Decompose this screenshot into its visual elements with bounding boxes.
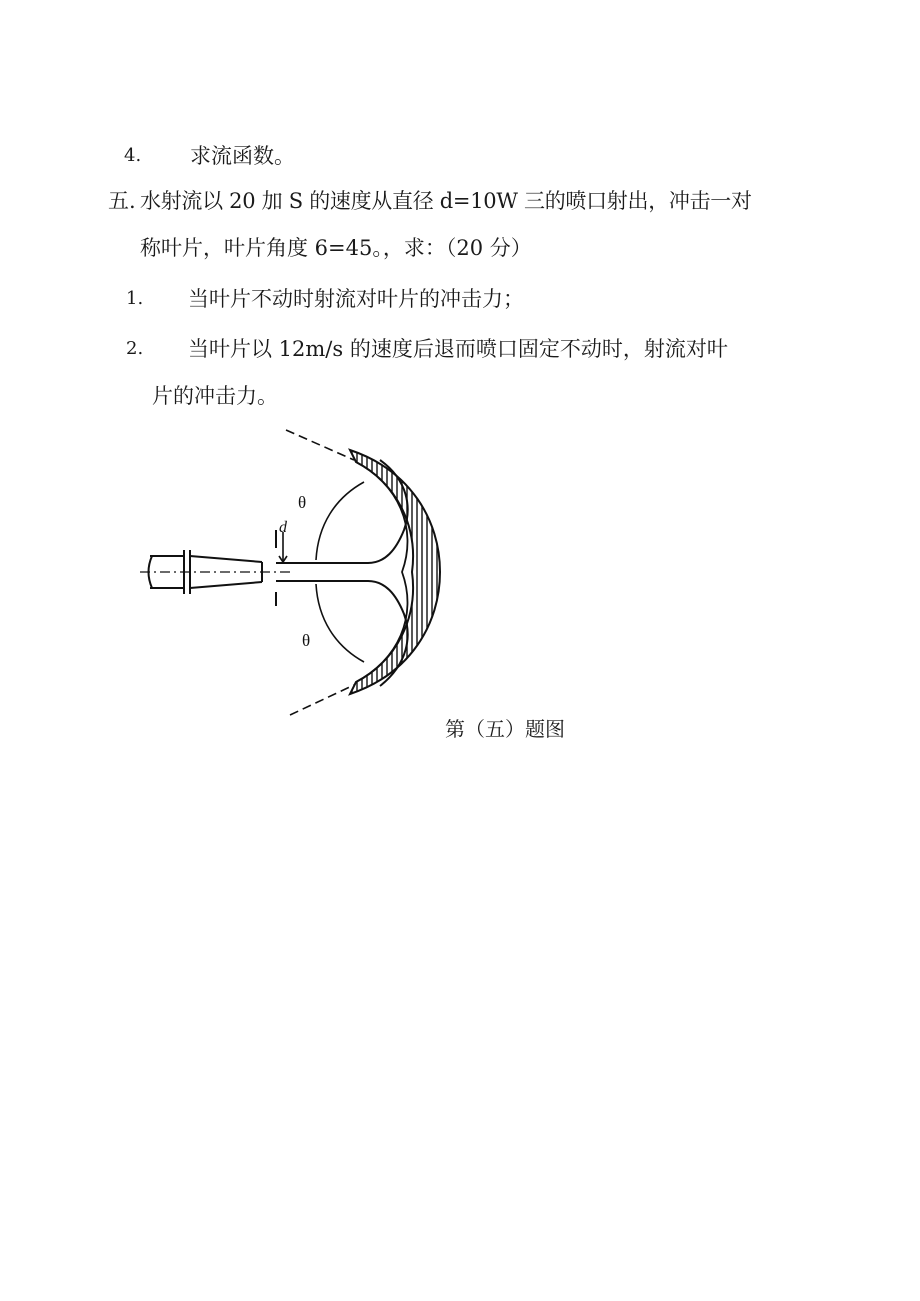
- label-theta-bottom: θ: [302, 631, 311, 650]
- item-text: 求流函数。: [190, 144, 295, 168]
- exit-direction-bottom: [290, 685, 354, 715]
- problem-line-1: 水射流以 20 加 S 的速度从直径 d=10W 三的喷口射出，冲击一对: [140, 189, 752, 213]
- diameter-marker: [279, 532, 287, 562]
- question-text: 当叶片以 12m∕s 的速度后退而喷口固定不动时，射流对叶: [188, 337, 728, 361]
- label-d: d: [279, 519, 287, 536]
- label-theta-top: θ: [298, 493, 307, 512]
- problem-line-2: 称叶片，叶片角度 6=45。，求：（20 分）: [140, 236, 532, 260]
- item-number: 4.: [124, 145, 142, 166]
- angle-arc-top: [316, 482, 364, 560]
- jet-blade-figure: [140, 420, 460, 730]
- question-number: 2.: [126, 338, 144, 359]
- question-number: 1.: [126, 288, 144, 309]
- exit-direction-top: [286, 430, 354, 460]
- figure-caption: 第（五）题图: [445, 717, 565, 741]
- blade: [350, 450, 440, 694]
- angle-arc-bottom: [316, 584, 364, 662]
- question-text: 当叶片不动时射流对叶片的冲击力；: [188, 287, 524, 311]
- problem-label: 五.: [108, 189, 136, 213]
- question-text-continued: 片的冲击力。: [152, 384, 278, 408]
- jet: [276, 460, 408, 686]
